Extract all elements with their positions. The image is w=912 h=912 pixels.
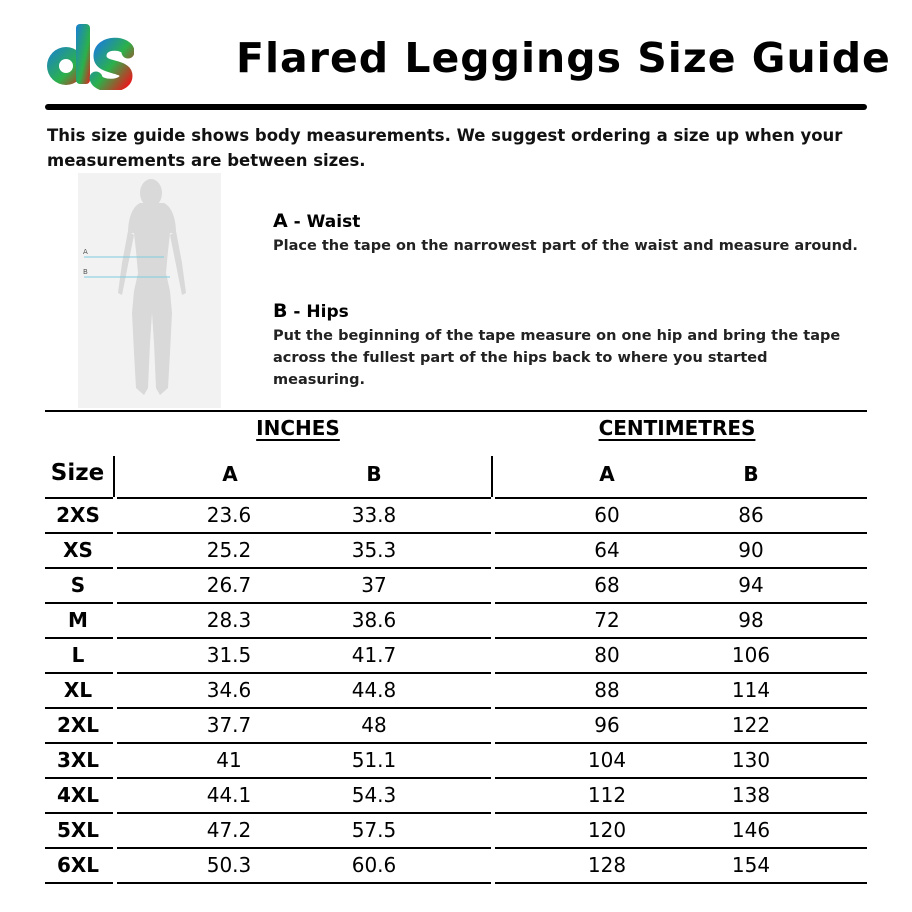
cm-a-cell: 104	[587, 748, 627, 772]
cm-a-cell: 80	[594, 643, 620, 667]
body-measurement-figure	[78, 173, 221, 408]
inches-a-cell: 28.3	[206, 608, 252, 632]
hips-name: Hips	[306, 302, 349, 322]
cm-b-cell: 146	[731, 818, 771, 842]
inches-a-cell: 50.3	[206, 853, 252, 877]
table-row	[45, 569, 867, 604]
table-row	[45, 497, 867, 534]
cm-a-column-header: A	[599, 462, 615, 486]
hips-letter: B	[273, 300, 288, 322]
cm-b-cell: 154	[731, 853, 771, 877]
size-cell: 6XL	[56, 853, 100, 877]
inches-b-cell: 51.1	[351, 748, 397, 772]
header-divider	[45, 104, 867, 110]
size-cell: L	[71, 643, 85, 667]
table-row	[45, 814, 867, 849]
unit-column-gap	[491, 567, 495, 604]
size-column-gap	[113, 777, 117, 814]
body-silhouette-graphic	[78, 173, 221, 408]
size-column-divider	[113, 456, 115, 499]
table-row	[45, 709, 867, 744]
cm-a-cell: 64	[594, 538, 620, 562]
unit-column-gap	[491, 812, 495, 849]
table-row	[45, 639, 867, 674]
inches-b-cell: 44.8	[351, 678, 397, 702]
waist-name: Waist	[306, 212, 361, 232]
inches-a-cell: 31.5	[206, 643, 252, 667]
inches-a-cell: 41	[216, 748, 242, 772]
cm-b-cell: 122	[731, 713, 771, 737]
page-title: Flared Leggings Size Guide	[236, 34, 891, 82]
table-row	[45, 674, 867, 709]
unit-column-gap	[491, 602, 495, 639]
table-row	[45, 534, 867, 569]
waist-measure-title	[273, 210, 360, 232]
cm-b-cell: 98	[738, 608, 764, 632]
size-table-body	[45, 497, 867, 884]
unit-column-gap	[491, 637, 495, 674]
inches-a-cell: 34.6	[206, 678, 252, 702]
inches-a-cell: 37.7	[206, 713, 252, 737]
cm-b-cell: 130	[731, 748, 771, 772]
inches-b-cell: 57.5	[351, 818, 397, 842]
waist-letter: A	[273, 210, 288, 232]
size-cell: 2XL	[56, 713, 100, 737]
inches-b-cell: 33.8	[351, 503, 397, 527]
size-cell: 5XL	[56, 818, 100, 842]
inches-b-column-header: B	[366, 462, 382, 486]
inches-b-cell: 38.6	[351, 608, 397, 632]
figure-label-b: B	[83, 268, 88, 276]
unit-column-gap	[491, 497, 495, 534]
table-row	[45, 744, 867, 779]
size-cell: 4XL	[56, 783, 100, 807]
inches-b-cell: 35.3	[351, 538, 397, 562]
size-column-gap	[113, 497, 117, 534]
size-column-header: Size	[50, 460, 105, 486]
cm-a-cell: 112	[587, 783, 627, 807]
cm-a-cell: 60	[594, 503, 620, 527]
size-column-gap	[113, 847, 117, 884]
cm-a-cell: 120	[587, 818, 627, 842]
size-cell: 3XL	[56, 748, 100, 772]
size-column-gap	[113, 707, 117, 744]
inches-a-cell: 26.7	[206, 573, 252, 597]
unit-column-gap	[491, 742, 495, 779]
inches-b-cell: 37	[361, 573, 387, 597]
cm-b-column-header: B	[743, 462, 759, 486]
table-row	[45, 604, 867, 639]
cm-b-cell: 106	[731, 643, 771, 667]
size-column-gap	[113, 742, 117, 779]
cm-b-cell: 94	[738, 573, 764, 597]
inches-a-cell: 47.2	[206, 818, 252, 842]
inches-a-column-header: A	[222, 462, 238, 486]
size-column-gap	[113, 602, 117, 639]
inches-a-cell: 25.2	[206, 538, 252, 562]
cm-b-cell: 90	[738, 538, 764, 562]
cm-b-cell: 86	[738, 503, 764, 527]
unit-column-gap	[491, 672, 495, 709]
size-cell: XL	[63, 678, 93, 702]
size-column-gap	[113, 812, 117, 849]
hips-measure-title	[273, 300, 349, 322]
size-cell: 2XS	[56, 503, 100, 527]
size-cell: XS	[63, 538, 93, 562]
size-column-gap	[113, 637, 117, 674]
inches-a-cell: 44.1	[206, 783, 252, 807]
cm-a-cell: 88	[594, 678, 620, 702]
inches-a-cell: 23.6	[206, 503, 252, 527]
inches-group-header: INCHES	[256, 416, 340, 440]
unit-column-divider	[491, 456, 493, 499]
cm-b-cell: 114	[731, 678, 771, 702]
inches-b-cell: 41.7	[351, 643, 397, 667]
ds-logo-graphic	[44, 18, 134, 90]
cm-a-cell: 128	[587, 853, 627, 877]
brand-logo	[44, 18, 134, 90]
figure-label-a: A	[83, 248, 88, 256]
size-column-gap	[113, 567, 117, 604]
hips-measure-description: Put the beginning of the tape measure on one hip and bring the tape across the fullest part of the hips back to where you started measuring.	[273, 328, 841, 388]
waist-measure-description: Place the tape on the narrowest part of the waist and measure around.	[273, 238, 858, 254]
size-column-gap	[113, 532, 117, 569]
cm-b-cell: 138	[731, 783, 771, 807]
inches-b-cell: 54.3	[351, 783, 397, 807]
size-cell: S	[70, 573, 86, 597]
unit-column-gap	[491, 532, 495, 569]
waist-separator: -	[287, 212, 307, 232]
cm-a-cell: 68	[594, 573, 620, 597]
inches-b-cell: 60.6	[351, 853, 397, 877]
intro-text: This size guide shows body measurements. We suggest ordering a size up when your measurements are between sizes.	[47, 126, 843, 170]
cm-a-cell: 72	[594, 608, 620, 632]
inches-b-cell: 48	[361, 713, 387, 737]
table-row	[45, 779, 867, 814]
hips-separator: -	[287, 302, 307, 322]
centimetres-group-header: CENTIMETRES	[598, 416, 756, 440]
table-row	[45, 849, 867, 884]
unit-column-gap	[491, 847, 495, 884]
table-top-divider	[45, 410, 867, 412]
cm-a-cell: 96	[594, 713, 620, 737]
unit-column-gap	[491, 707, 495, 744]
size-cell: M	[68, 608, 88, 632]
unit-column-gap	[491, 777, 495, 814]
size-column-gap	[113, 672, 117, 709]
